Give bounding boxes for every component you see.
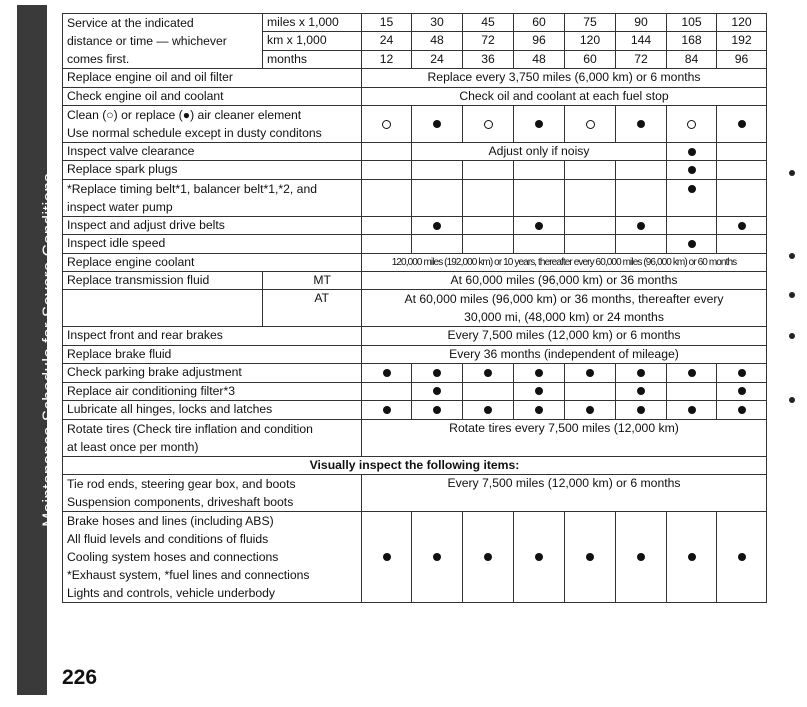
months-cell: 84 [667,50,717,68]
header-row-miles [63,14,767,32]
row-label: Lubricate all hinges, locks and latches [63,401,362,419]
months-cell: 60 [565,50,616,68]
row-note: Replace every 3,750 miles (6,000 km) or 6 months [362,69,767,87]
months-cell: 48 [514,50,565,68]
table-row [63,161,767,179]
margin-bullet [789,333,795,339]
table-row [63,235,767,253]
dot-mark [412,106,463,143]
row-label: Check engine oil and coolant [63,87,362,105]
dot-mark [667,235,717,253]
row-label: Inspect idle speed [63,235,362,253]
dot-mark [514,401,565,419]
table-row [63,106,767,143]
miles-cell: 15 [362,14,412,32]
table-row [63,419,767,456]
months-cell: 36 [463,50,514,68]
table-row [63,290,767,327]
table-row [63,253,767,271]
dot-mark [616,401,667,419]
row-note: Every 36 months (independent of mileage) [362,345,767,363]
dot-mark [717,106,767,143]
unit-months: months [263,50,362,68]
row-label: Rotate tires (Check tire inflation and condition at least once per month) [63,419,362,456]
dot-mark [412,382,463,400]
km-cell: 96 [514,32,565,50]
miles-cell: 60 [514,14,565,32]
row-label: Inspect front and rear brakes [63,327,362,345]
dot-mark [616,511,667,602]
ring-mark [565,106,616,143]
sidebar-title: Maintenance Schedule for Severe Conditions [39,173,58,527]
row-note: 120,000 miles (192,000 km) or 10 years, thereafter every 60,000 miles (96,000 km) or 60 months [362,253,767,271]
row-label: Replace transmission fluid [63,272,263,290]
dot-mark [565,401,616,419]
dot-mark [463,511,514,602]
row-label: *Replace timing belt*1, balancer belt*1,*2, and inspect water pump [63,179,362,216]
margin-bullet [789,170,795,176]
dot-mark [412,216,463,234]
table-row [63,327,767,345]
margin-bullet [789,292,795,298]
ring-mark [667,106,717,143]
dot-mark [362,511,412,602]
margin-bullet [789,397,795,403]
dot-mark [717,364,767,382]
ring-mark [362,106,412,143]
ring-mark [463,106,514,143]
table-row [63,179,767,216]
row-label: Clean (○) or replace (●) air cleaner element Use normal schedule except in dusty conditons [63,106,362,143]
row-note: Check oil and coolant at each fuel stop [362,87,767,105]
dot-mark [667,161,717,179]
margin-bullet [789,253,795,259]
row-note: At 60,000 miles (96,000 km) or 36 months [362,272,767,290]
dot-mark [412,364,463,382]
table-row [63,456,767,474]
dot-mark [717,401,767,419]
months-cell: 72 [616,50,667,68]
page-number: 226 [62,666,98,689]
unit-km: km x 1,000 [263,32,362,50]
table-row [63,272,767,290]
months-cell: 12 [362,50,412,68]
dot-mark [514,382,565,400]
maintenance-schedule-table [62,13,767,603]
row-label: Replace brake fluid [63,345,362,363]
table-row [63,401,767,419]
dot-mark [463,364,514,382]
km-cell: 24 [362,32,412,50]
dot-mark [667,143,717,161]
row-note: At 60,000 miles (96,000 km) or 36 months, thereafter every 30,000 mi, (48,000 km) or 24 months [362,290,767,327]
sidebar-tab [17,5,58,695]
dot-mark [362,364,412,382]
row-note: Every 7,500 miles (12,000 km) or 6 months [362,474,767,511]
km-cell: 168 [667,32,717,50]
row-label: Brake hoses and lines (including ABS) All fluid levels and conditions of fluids Cooling system hoses and connections *Exhaust system, *fuel lines and connections Lights and controls, vehicle underbody [63,511,362,602]
miles-cell: 90 [616,14,667,32]
dot-mark [565,511,616,602]
dot-mark [717,511,767,602]
km-cell: 192 [717,32,767,50]
row-note: Rotate tires every 7,500 miles (12,000 km) [362,419,767,456]
km-cell: 72 [463,32,514,50]
row-label: Tie rod ends, steering gear box, and boots Suspension components, driveshaft boots [63,474,362,511]
trans-at: AT [263,290,362,327]
table-row [63,143,767,161]
miles-cell: 120 [717,14,767,32]
row-label: Replace engine oil and oil filter [63,69,362,87]
dot-mark [463,401,514,419]
row-note: Every 7,500 miles (12,000 km) or 6 months [362,327,767,345]
dot-mark [667,401,717,419]
dot-mark [667,179,717,216]
table-row [63,216,767,234]
dot-mark [514,106,565,143]
dot-mark [667,364,717,382]
km-cell: 48 [412,32,463,50]
table-row [63,69,767,87]
dot-mark [717,382,767,400]
trans-mt: MT [263,272,362,290]
row-label: Inspect valve clearance [63,143,362,161]
dot-mark [514,364,565,382]
months-cell: 96 [717,50,767,68]
table-row [63,345,767,363]
service-header: Service at the indicated distance or time — whichever comes first. [63,14,263,69]
row-label: Replace spark plugs [63,161,362,179]
miles-cell: 30 [412,14,463,32]
dot-mark [667,511,717,602]
dot-mark [616,216,667,234]
row-label: Replace air conditioning filter*3 [63,382,362,400]
miles-cell: 45 [463,14,514,32]
unit-miles: miles x 1,000 [263,14,362,32]
visual-inspect-header: Visually inspect the following items: [63,456,767,474]
dot-mark [616,382,667,400]
table-row [63,511,767,602]
row-label: Replace engine coolant [63,253,362,271]
row-note: Adjust only if noisy [412,143,667,161]
dot-mark [717,216,767,234]
dot-mark [514,216,565,234]
table-row [63,87,767,105]
months-cell: 24 [412,50,463,68]
dot-mark [412,401,463,419]
dot-mark [514,511,565,602]
km-cell: 120 [565,32,616,50]
dot-mark [565,364,616,382]
row-label: Inspect and adjust drive belts [63,216,362,234]
dot-mark [616,364,667,382]
km-cell: 144 [616,32,667,50]
dot-mark [412,511,463,602]
table-row [63,474,767,511]
miles-cell: 105 [667,14,717,32]
table-row [63,364,767,382]
dot-mark [362,401,412,419]
row-label: Check parking brake adjustment [63,364,362,382]
table-row [63,382,767,400]
dot-mark [616,106,667,143]
miles-cell: 75 [565,14,616,32]
